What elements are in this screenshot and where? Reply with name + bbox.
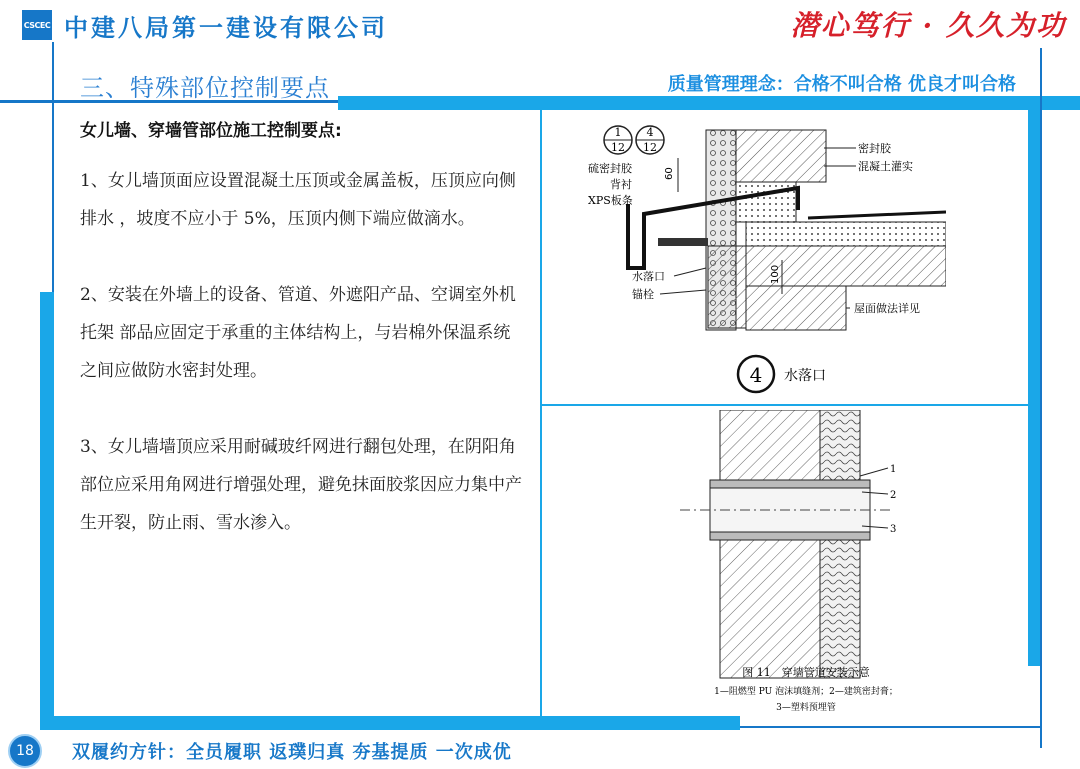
roof-layers xyxy=(746,222,946,246)
paragraph-1: 1、女儿墙顶面应设置混凝土压顶或金属盖板，压顶应向侧排水 ，坡度不应小于 5%，压顶内侧下端应做滴水。 xyxy=(80,171,516,229)
footer-rule xyxy=(40,716,740,730)
callout-3: 3 xyxy=(890,524,897,535)
drain-outlet-detail-drawing xyxy=(588,118,946,398)
ref-right-bottom: 12 xyxy=(643,141,657,154)
quality-philosophy: 质量管理理念：合格不叫合格 优良才叫合格 xyxy=(667,74,1016,95)
figure-legend-line-1: 1—阻燃型 PU 泡沫填缝剂；2—建筑密封膏； xyxy=(714,687,898,697)
label-backing: 背衬 xyxy=(610,178,632,191)
figure-caption: 图 11 穿墙管道安装示意 xyxy=(742,666,870,679)
content-divider-horizontal xyxy=(540,404,1030,406)
ref-left-bottom: 12 xyxy=(611,141,625,154)
paragraph-3: 3、女儿墙墙顶应采用耐碱玻纤网进行翻包处理，在阴阳角部位应采用角网进行增强处理，避免抹面胶浆因应力集中产生开裂，防止雨、雪水渗入。 xyxy=(80,437,522,533)
label-outlet: 水落口 xyxy=(632,270,665,283)
company-motto: 潜心笃行 · 久久为功 xyxy=(790,9,1066,42)
dim-60: 60 xyxy=(664,167,675,180)
company-name: 中建八局第一建设有限公司 xyxy=(64,14,388,42)
wall-below xyxy=(708,246,746,328)
callout-1: 1 xyxy=(890,464,897,475)
roof-membrane xyxy=(808,212,946,218)
ref-right-top: 4 xyxy=(646,126,654,139)
drain-outlet-flange xyxy=(658,238,708,246)
ref-left-top: 1 xyxy=(614,126,622,139)
left-frame-bar xyxy=(40,292,54,730)
pipe-wall-bottom xyxy=(710,532,870,540)
wall-upper xyxy=(720,410,820,480)
detail-title: 水落口 xyxy=(784,368,826,384)
label-anchor: 锚栓 xyxy=(632,288,654,301)
dim-100: 100 xyxy=(770,264,781,284)
footer-rule-thin xyxy=(740,726,1040,728)
label-concrete: 混凝土灌实 xyxy=(858,160,913,173)
paragraph-2: 2、安装在外墙上的设备、管道、外遮阳产品、空调室外机托架 部品应固定于承重的主体结构上，与岩棉外保温系统之间应做防水密封处理。 xyxy=(80,285,516,381)
insulation-lower xyxy=(820,538,860,678)
insulation-upper xyxy=(820,410,860,480)
company-logo: CSCEC xyxy=(22,10,52,40)
page-number: 18 xyxy=(8,734,42,768)
label-sealant-left: 硫密封胶 xyxy=(588,162,632,175)
wall-lower xyxy=(720,538,820,678)
header-rule-right xyxy=(338,96,1080,110)
content-divider-vertical xyxy=(540,110,542,716)
figure-legend-line-2: 3—塑料预埋管 xyxy=(776,703,836,713)
label-sealant: 密封胶 xyxy=(858,142,891,155)
beam xyxy=(746,286,846,330)
content-heading: 女儿墙、穿墙管部位施工控制要点: xyxy=(80,121,342,141)
right-frame-bar xyxy=(1028,96,1040,666)
parapet-concrete xyxy=(736,130,826,182)
wall-pipe-installation-drawing xyxy=(680,410,932,718)
detail-number: 4 xyxy=(749,363,763,387)
label-roof: 屋面做法详见 xyxy=(854,302,920,315)
section-title: 三、特殊部位控制要点 xyxy=(80,74,330,102)
label-xps: XPS板条 xyxy=(588,194,633,207)
callout-2: 2 xyxy=(890,490,897,501)
footer-policy: 双履约方针：全员履职 返璞归真 夯基提质 一次成优 xyxy=(72,742,512,763)
pipe-wall-top xyxy=(710,480,870,488)
right-frame-line xyxy=(1040,48,1042,748)
